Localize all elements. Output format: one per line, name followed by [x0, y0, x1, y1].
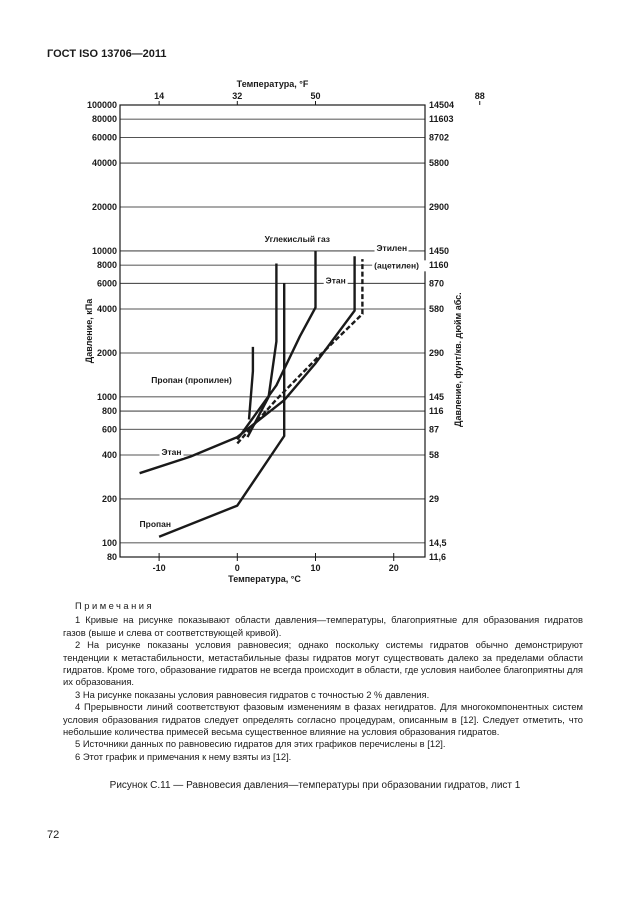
left-tick-label: 200 — [101, 493, 117, 504]
right-tick-label: 11,6 — [429, 552, 447, 562]
left-tick-label: 60000 — [91, 132, 117, 143]
axis-title-layer — [84, 79, 463, 584]
right-tick-label: 116 — [429, 406, 444, 417]
left-tick-label: 6000 — [96, 278, 117, 289]
label-layer — [138, 234, 427, 530]
series-line — [249, 347, 253, 420]
left-tick-label: 40000 — [91, 158, 117, 169]
figure-caption: Рисунок С.11 — Равновесия давления—температуры при образовании гидратов, лист 1 — [109, 780, 521, 791]
left-tick-label: 80000 — [91, 114, 117, 125]
right-tick-label: 870 — [429, 278, 445, 289]
top-tick-label: 50 — [310, 91, 321, 101]
curve-label: Углекислый газ — [264, 234, 331, 245]
curve-label: Пропан (пропилен) — [151, 374, 232, 385]
left-tick-label: 100 — [101, 537, 117, 548]
note-item: 2 На рисунке показаны условия равновесия; однако поскольку системы гидратов обычно демонстрируют тенденции к метастабильности, метастабильные фазы гидратов могут существовать далеко за пределами области гидратов. Кроме того, образование гидратов не всегда происходит в области, где условия наиболее благоприятны для их образования. — [63, 639, 583, 688]
right-tick-label: 5800 — [429, 158, 450, 169]
note-item: 4 Прерывности линий соответствуют фазовым изменениям в фазах негидратов. Для многокомпонентных систем условия образования гидратов следует определять согласно процедурам, описанным в [12]. Следует отметить, что небольшие количества примесей весьма существенное влияние на условия образования гидратов. — [63, 701, 583, 738]
bottom-tick-label: 20 — [388, 563, 399, 573]
note-item: 6 Этот график и примечания к нему взяты из [12]. — [75, 750, 292, 762]
plot-frame — [120, 105, 425, 557]
right-tick-label: 1450 — [429, 245, 450, 256]
left-tick-label: 600 — [101, 424, 117, 435]
series-layer — [140, 251, 363, 537]
top-axis-title: Температура, °F — [236, 79, 309, 89]
bottom-tick-label: -10 — [152, 563, 166, 573]
right-tick-label: 580 — [429, 304, 445, 315]
note-item: 5 Источники данных по равновесию гидратов для этих графиков перечислены в [12]. — [75, 738, 446, 750]
top-tick-label: 32 — [232, 91, 243, 101]
left-axis-title: Давление, кПа — [84, 298, 94, 364]
left-tick-label: 400 — [101, 449, 117, 460]
right-tick-label: 11603 — [429, 114, 454, 125]
note-item: 1 Кривые на рисунке показывают области давления—температуры, благоприятные для образования гидратов газов (выше и слева от соответствующей кривой). — [63, 614, 583, 638]
note-item: 3 На рисунке показаны условия равновесия гидратов с точностью 2 % давления. — [75, 688, 430, 700]
document-header: ГОСТ ISO 13706—2011 — [47, 48, 167, 60]
right-tick-label: 14,5 — [429, 537, 447, 548]
right-axis-title: Давление, фунт/кв. дюйм абс. — [453, 292, 463, 427]
curve-label: Этан — [161, 446, 182, 457]
right-tick-label: 29 — [429, 493, 440, 504]
notes-block — [63, 600, 583, 763]
left-tick-label: 8000 — [96, 260, 117, 271]
right-tick-label: 14504 — [429, 100, 455, 110]
left-tick-label: 80 — [106, 552, 117, 562]
right-tick-label: 145 — [429, 391, 445, 402]
left-tick-label: 100000 — [86, 100, 117, 110]
right-tick-label: 1160 — [429, 260, 449, 271]
bottom-tick-label: 0 — [234, 563, 240, 573]
left-tick-label: 4000 — [96, 304, 117, 315]
curve-label: Этилен — [376, 242, 408, 253]
right-tick-label: 290 — [429, 347, 445, 358]
page-number: 72 — [47, 829, 60, 841]
curve-label: Пропан — [139, 519, 172, 530]
left-tick-label: 800 — [101, 406, 117, 417]
left-tick-label: 20000 — [91, 202, 117, 213]
left-tick-label: 10000 — [91, 245, 117, 256]
bottom-tick-label: 10 — [310, 563, 321, 573]
left-tick-label: 2000 — [96, 347, 117, 358]
curve-label: Этан — [325, 275, 346, 286]
right-tick-label: 8702 — [429, 132, 450, 143]
left-tick-label: 1000 — [96, 391, 117, 402]
series-line — [140, 256, 355, 473]
bottom-axis-title: Температура, °С — [228, 574, 301, 584]
right-tick-label: 58 — [429, 449, 440, 460]
right-tick-label: 87 — [429, 424, 440, 435]
grid-layer — [120, 105, 425, 557]
curve-label: (ацетилен) — [374, 260, 419, 271]
top-tick-label: 88 — [474, 91, 485, 101]
series-line — [237, 259, 362, 443]
right-tick-label: 2900 — [429, 202, 450, 213]
notes-title: Примечания — [75, 600, 155, 611]
top-tick-label: 14 — [154, 91, 165, 101]
